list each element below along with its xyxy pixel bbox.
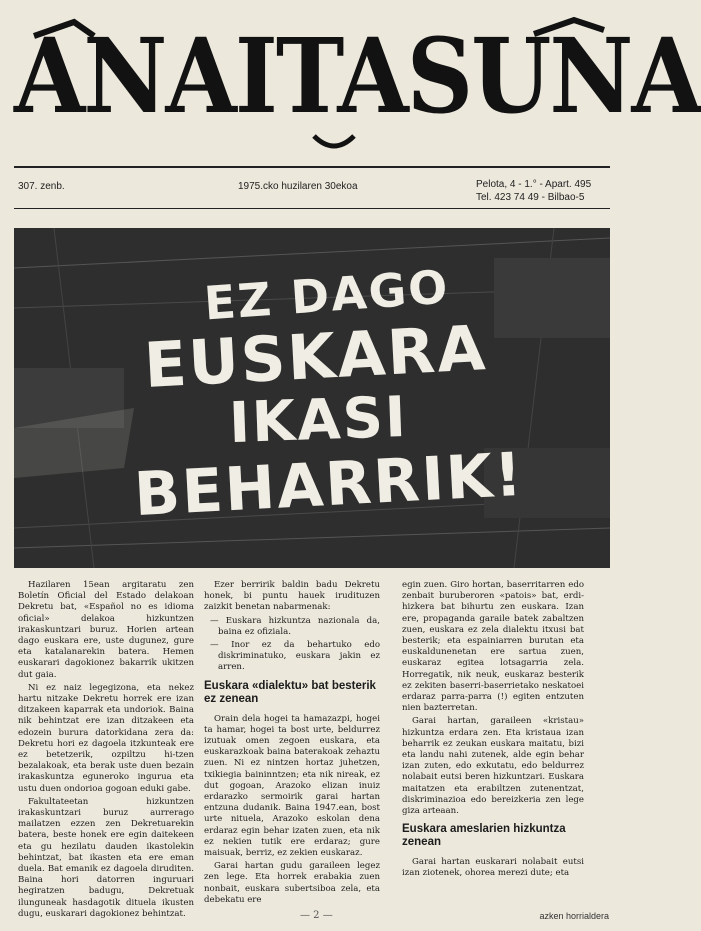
col3-paragraph: egin zuen. Giro hortan, baserritarren edo zenbait buruberoren «patois» bat, erdi-hizkera bat bihurtu zen euskara. Izan ere, propaganda garaile batek zabaltzen zuen, euskara ez zela dialektu itxusi bat besterik; eta espainiarren burutan eta euskaldunenetan ere sartua zuen, euskaraz egiteа lotsagarria zela. Horregatik, nik neuk, euskaraz besterik ez zekiten baserri-baserrietako neskatoei erdaraz parra-parra (!) egiten entzuten nien bazterretan.	[402, 580, 584, 714]
masthead-title: ANAITASUNA	[14, 15, 701, 137]
col2-section-heading: Euskara «dialektu» bat besterik ez zenean	[204, 679, 376, 705]
col3-paragraph: Garai hartan euskarari nolabait eutsi izan ziotenek, ohorea merezi dute; eta	[402, 857, 584, 879]
headline-line-1: EZ DAGO	[202, 259, 452, 331]
col2-paragraph: Orain dela hogei ta hamazazpi, hogei ta hamar, hogei ta bost urte, beldurrez izutuak omen zegoen euskara, eta euskarazkoak baina baterakoak zehaztu zuen. Ni ez nintzen hortaz juhetzen, txikiegia baininntzen; eta nik nireak, ez dut gogoan, Arazoko elizan inuiz erdarazko sermoirik garai hartan entzuna dudanik. Baina 1947.ean, bost urte nituela, Arazoko eskolan dena erdaraz egin behar izaten zuen, eta nik ez nekien tutik ere erdaraz; gure maisuak, berriz, ez zekien euskaraz.	[204, 713, 380, 859]
issue-date: 1975.cko huzilaren 30ekoa	[238, 181, 358, 192]
address-line-2: Tel. 423 74 49 - Bilbao-5	[476, 192, 585, 203]
issue-number: 307. zenb.	[18, 181, 65, 192]
article-column-3	[402, 580, 584, 900]
continuation-note: azken horrialdera	[539, 911, 609, 921]
col1-paragraph: Fakultateetan hizkuntzen irakaskuntzari buruz aurrerago mailatzen ezzen zen Dekretuarekin batera, beste honek ere egin daitekeen eta gu hezilatu dauden ikastolekin behintzat, bat ikasten eta ere eman duela. Bat emanik ez dagoela diruditen. Baina hori datorren inguruari hegiratzen badugu, Dekretuak ilunguneak hasdagotik dituela ikusten dugu, euskarari dagokionez behintzat.	[18, 796, 194, 919]
article-column-2	[204, 580, 380, 905]
col3-section-heading: Euskara ameslarien hizkuntza zenean	[402, 823, 566, 849]
col2-intro: Ezer berririk baldin badu Dekretu honek, bi puntu hauek irudituzen zaizkit benetan nabarmenak:	[204, 580, 380, 613]
page-number: — 2 —	[300, 910, 333, 921]
col2-paragraph: Garai hartan gudu garaileen legez zen lege. Eta horrek erabakia zuen nonbait, euskara subertsiboa zela, eta debekatu ere	[204, 861, 380, 905]
col1-paragraph: Hazilaren 15ean argitaratu zen Boletín Oficial del Estado delakoan Dekretu bat, «Español no es idioma oficial» delakoa hizkuntzen irakaskuntzari buruz. Horien artean dago euskara ere, uste dugunez, gure eta katalanarekin batera. Hemen euskarari dagokionez bakarrik ukitzen dut gaia.	[18, 580, 194, 680]
bottom-rule	[14, 208, 610, 209]
col2-bullet: — Euskara hizkuntza nazionala da, baina ez ofiziala.	[210, 615, 380, 637]
col1-paragraph: Ni ez naiz legegizona, eta nekez hartu nitzake Dekretu horrek ere izan ditzakeen kaparrak eta undoriok. Baina nik behintzat ere izan ditzakeen eta edozein burura datorkidana zera da: Dekretu hori ez dagoela itzkunteak ere ez betetzerik, ozpiltzu hi-tzen bezalakoak, eta berak uste duen bezain irakaskuntza eguneroko ingurua eta ustu duen ondorioa gogoan eduki gabe.	[18, 682, 194, 794]
headline-banner	[14, 228, 610, 568]
col2-bullet: — Inor ez da behartuko edo diskriminatuko, euskara jakin ez arren.	[210, 640, 380, 673]
headline-line-2: EUSKARA	[142, 311, 489, 402]
headline-line-3: IKASI	[227, 384, 409, 457]
col2-bullet-list	[204, 616, 380, 674]
address-line-1: Pelota, 4 - 1.° - Apart. 495	[476, 179, 592, 190]
article-column-1	[18, 580, 194, 919]
top-rule	[14, 166, 610, 168]
masthead	[14, 15, 701, 156]
headline	[14, 228, 610, 568]
col3-paragraph: Garai hartan, garaileen «kristau» hizkuntza erdara zen. Eta kristaua izan beharrik ez zeukan euskara maitatu, bizi eta landu nahi zutenek, alde egin behar izan zuten, edo exkutatu, edo beldurrez nolabait eutsi beren hizkuntzari. Euskara maitatzen eta erabiltzen zutenentzat, diskriminazioa edo bereizkeria zen lege giza arteaan.	[402, 716, 584, 817]
headline-line-4: BEHARRIK!	[132, 439, 526, 531]
